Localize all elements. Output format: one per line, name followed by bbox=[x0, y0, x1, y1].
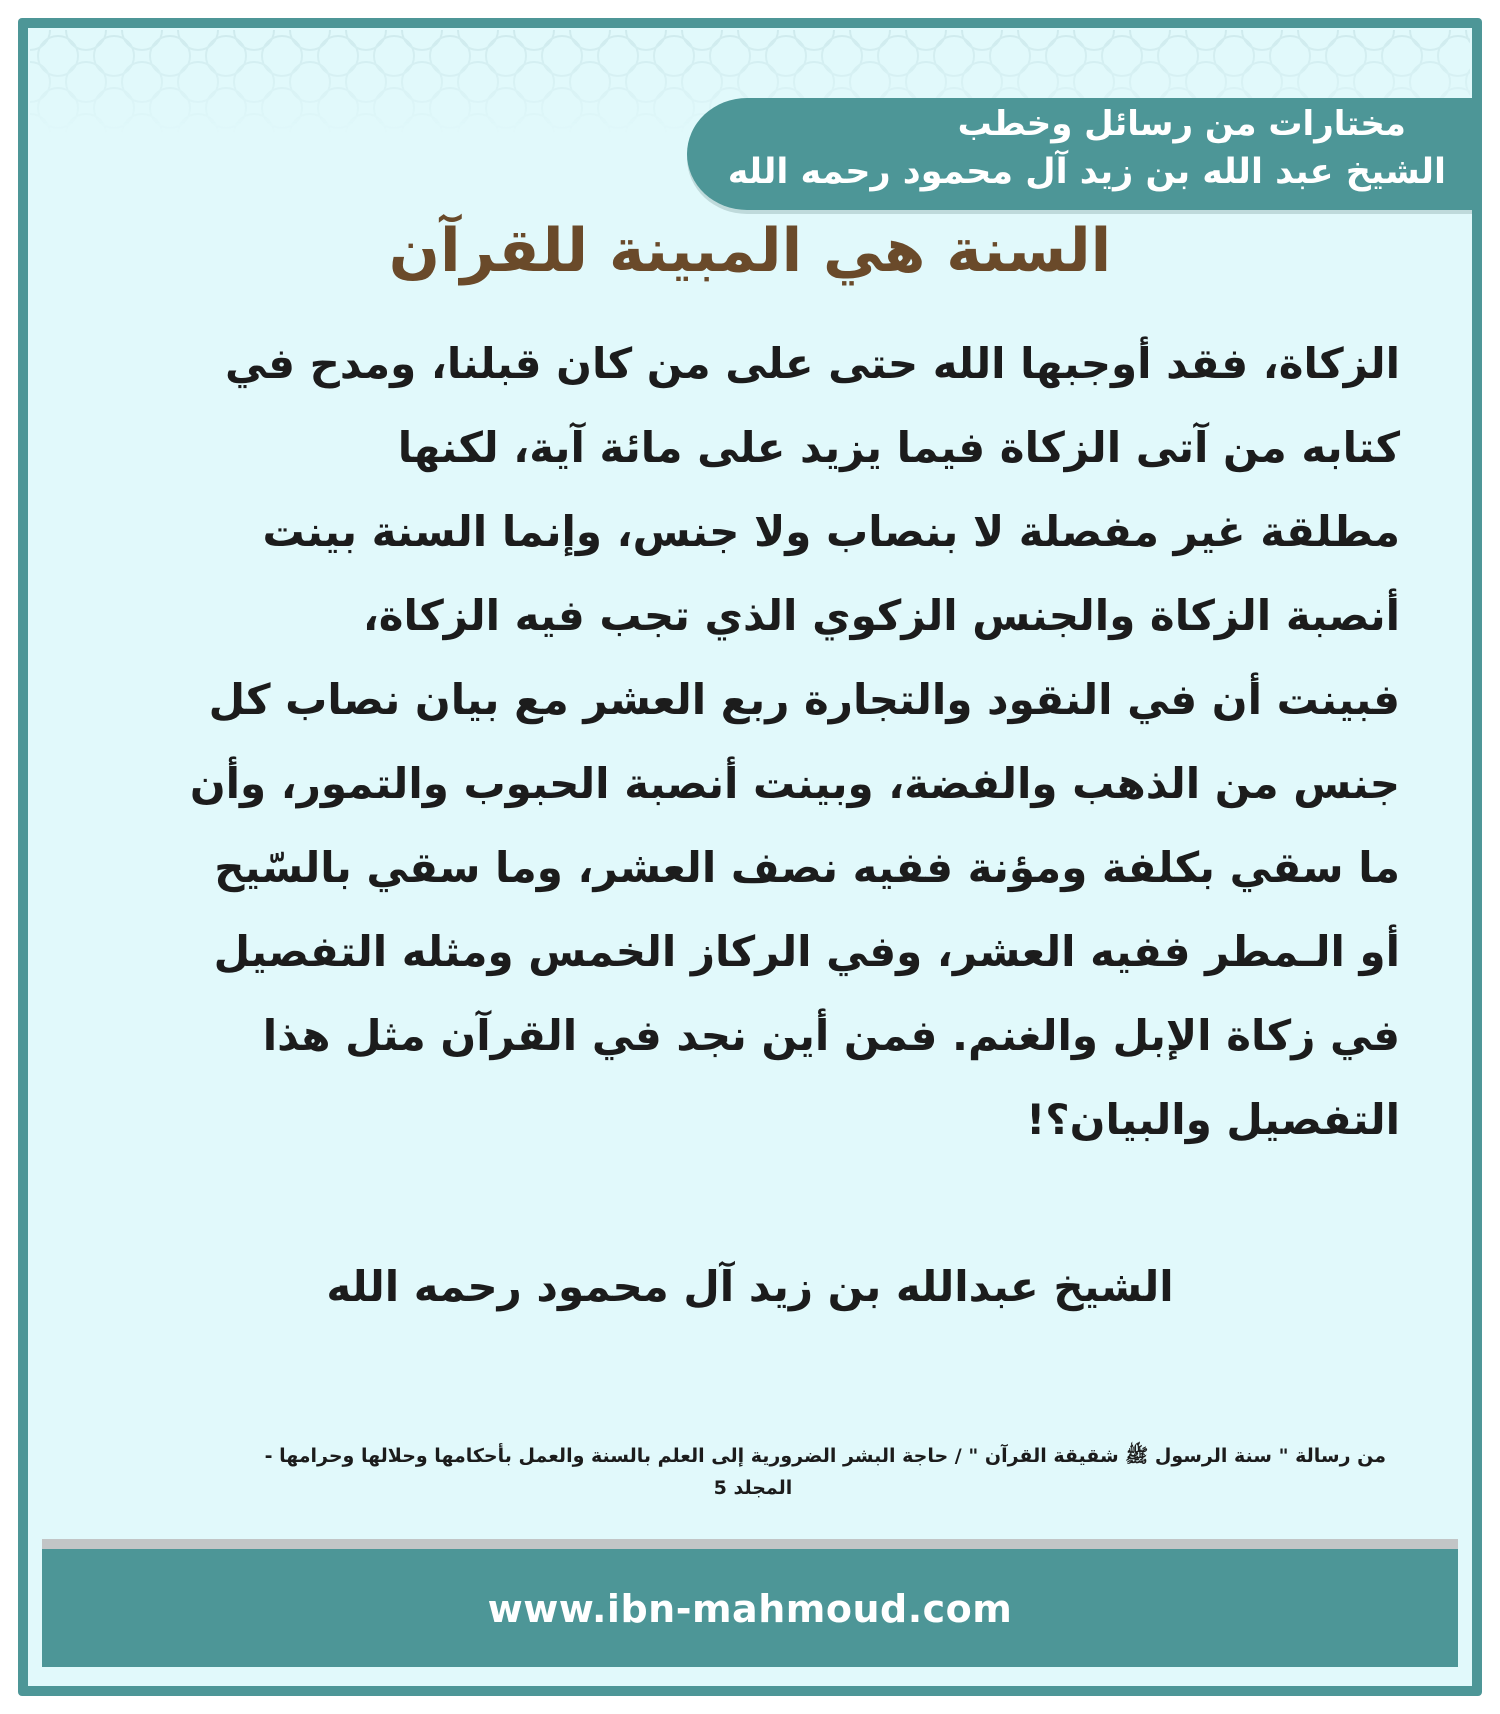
source-line-2: المجلد 5 bbox=[713, 1477, 793, 1499]
body-paragraph bbox=[108, 322, 1400, 1162]
header-author: الشيخ عبد الله بن زيد آل محمود رحمه الله bbox=[727, 152, 1446, 192]
body-line: التفصيل والبيان؟! bbox=[1026, 1095, 1400, 1144]
source-citation bbox=[120, 1440, 1386, 1504]
body-line: جنس من الذهب والفضة، وبينت أنصبة الحبوب والتمور، وأن bbox=[189, 759, 1400, 808]
website-link[interactable]: www.ibn-mahmoud.com bbox=[487, 1587, 1013, 1631]
body-line: الزكاة، فقد أوجبها الله حتى على من كان قبلنا، ومدح في bbox=[224, 339, 1400, 388]
body-line: في زكاة الإبل والغنم. فمن أين نجد في القرآن مثل هذا bbox=[262, 1011, 1400, 1060]
body-line: أو الـمطر ففيه العشر، وفي الركاز الخمس ومثله التفصيل bbox=[213, 927, 1400, 976]
author-signature: الشيخ عبدالله بن زيد آل محمود رحمه الله bbox=[326, 1262, 1174, 1311]
body-line: ما سقي بكلفة ومؤنة ففيه نصف العشر، وما سقي بالسّيح bbox=[214, 843, 1400, 892]
body-line: مطلقة غير مفصلة لا بنصاب ولا جنس، وإنما السنة بينت bbox=[262, 507, 1400, 556]
body-line: أنصبة الزكاة والجنس الزكوي الذي تجب فيه الزكاة، bbox=[362, 591, 1400, 640]
body-line: فبينت أن في النقود والتجارة ربع العشر مع بيان نصاب كل bbox=[208, 675, 1400, 724]
source-line-1: من رسالة " سنة الرسول ﷺ شقيقة القرآن " / حاجة البشر الضرورية إلى العلم بالسنة والعمل بأحكامها وحلالها وحرامها - bbox=[264, 1445, 1386, 1467]
header-banner bbox=[687, 98, 1472, 210]
body-line: كتابه من آتى الزكاة فيما يزيد على مائة آية، لكنها bbox=[397, 423, 1400, 472]
page-title: السنة هي المبينة للقرآن bbox=[388, 216, 1112, 286]
footer-divider bbox=[42, 1539, 1458, 1549]
footer-bar bbox=[42, 1549, 1458, 1667]
header-subtitle: مختارات من رسائل وخطب bbox=[957, 104, 1406, 144]
